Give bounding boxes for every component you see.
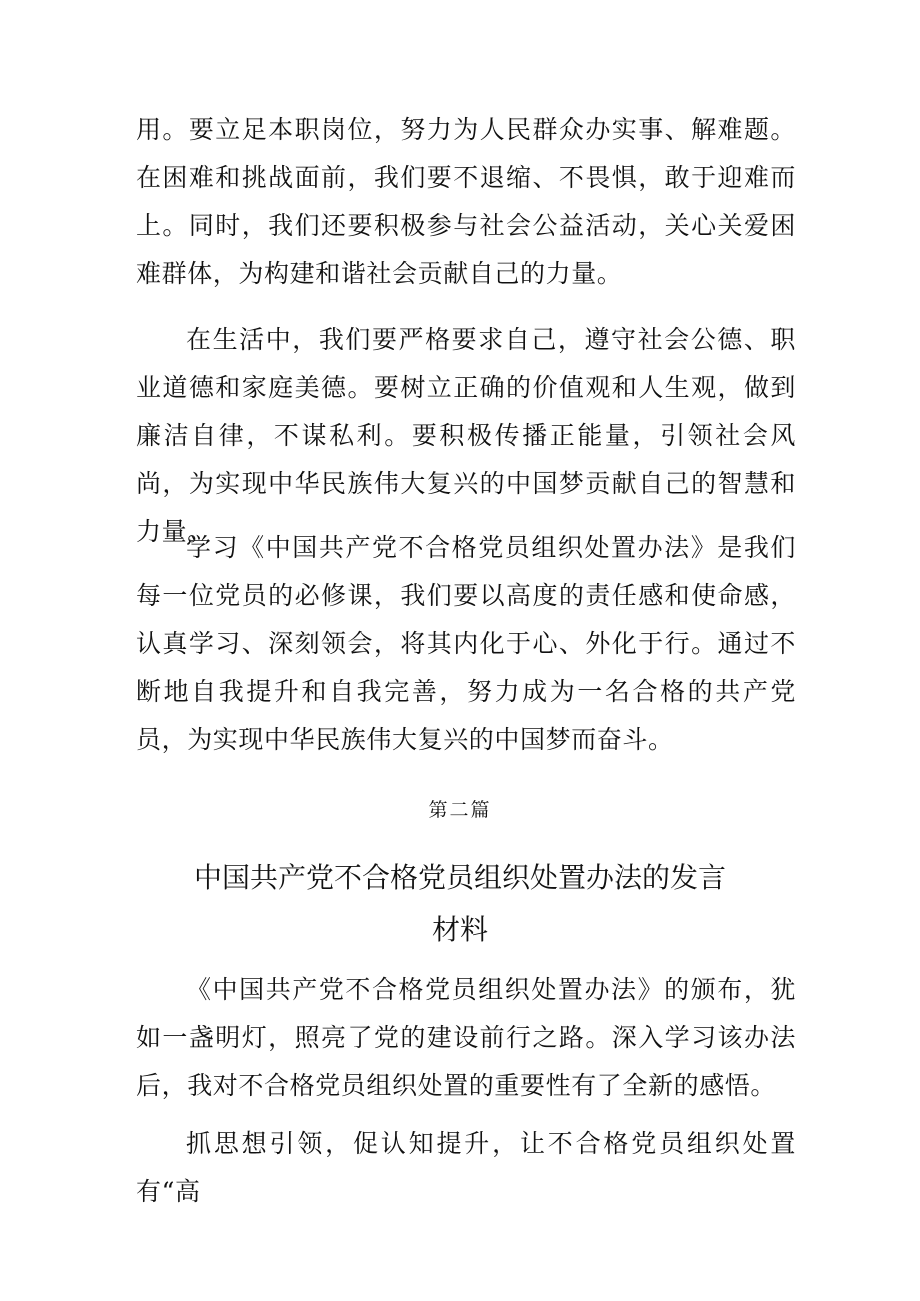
- paragraph-study-conclusion: 学习《中国共产党不合格党员组织处置办法》是我们每一位党员的必修课，我们要以高度的责任感和使命感，认真学习、深刻领会，将其内化于心、外化于行。通过不断地自我提升和自我完善，努力成为一名合格的共产党员，为实现中华民族伟大复兴的中国梦而奋斗。: [136, 533, 796, 754]
- paragraph-intro: 《中国共产党不合格党员组织处置办法》的颁布，犹如一盏明灯，照亮了党的建设前行之路。深入学习该办法后，我对不合格党员组织处置的重要性有了全新的感悟。: [136, 975, 796, 1100]
- section-label: 第二篇: [428, 799, 492, 821]
- paragraph-thought-guidance: 抓思想引领，促认知提升，让不合格党员组织处置有“高: [136, 1129, 796, 1206]
- paragraph-life-conduct: 在生活中，我们要严格要求自己，遵守社会公德、职业道德和家庭美德。要树立正确的价值观和人生观，做到廉洁自律，不谋私利。要积极传播正能量，引领社会风尚，为实现中华民族伟大复兴的中国梦贡献自己的智慧和力量。: [136, 325, 796, 546]
- paragraph-continuation: 用。要立足本职岗位，努力为人民群众办实事、解难题。在困难和挑战面前，我们要不退缩、不畏惧，敢于迎难而上。同时，我们还要积极参与社会公益活动，关心关爱困难群体，为构建和谐社会贡献自己的力量。: [136, 115, 796, 288]
- document-title: 中国共产党不合格党员组织处置办法的发言材料: [193, 861, 726, 946]
